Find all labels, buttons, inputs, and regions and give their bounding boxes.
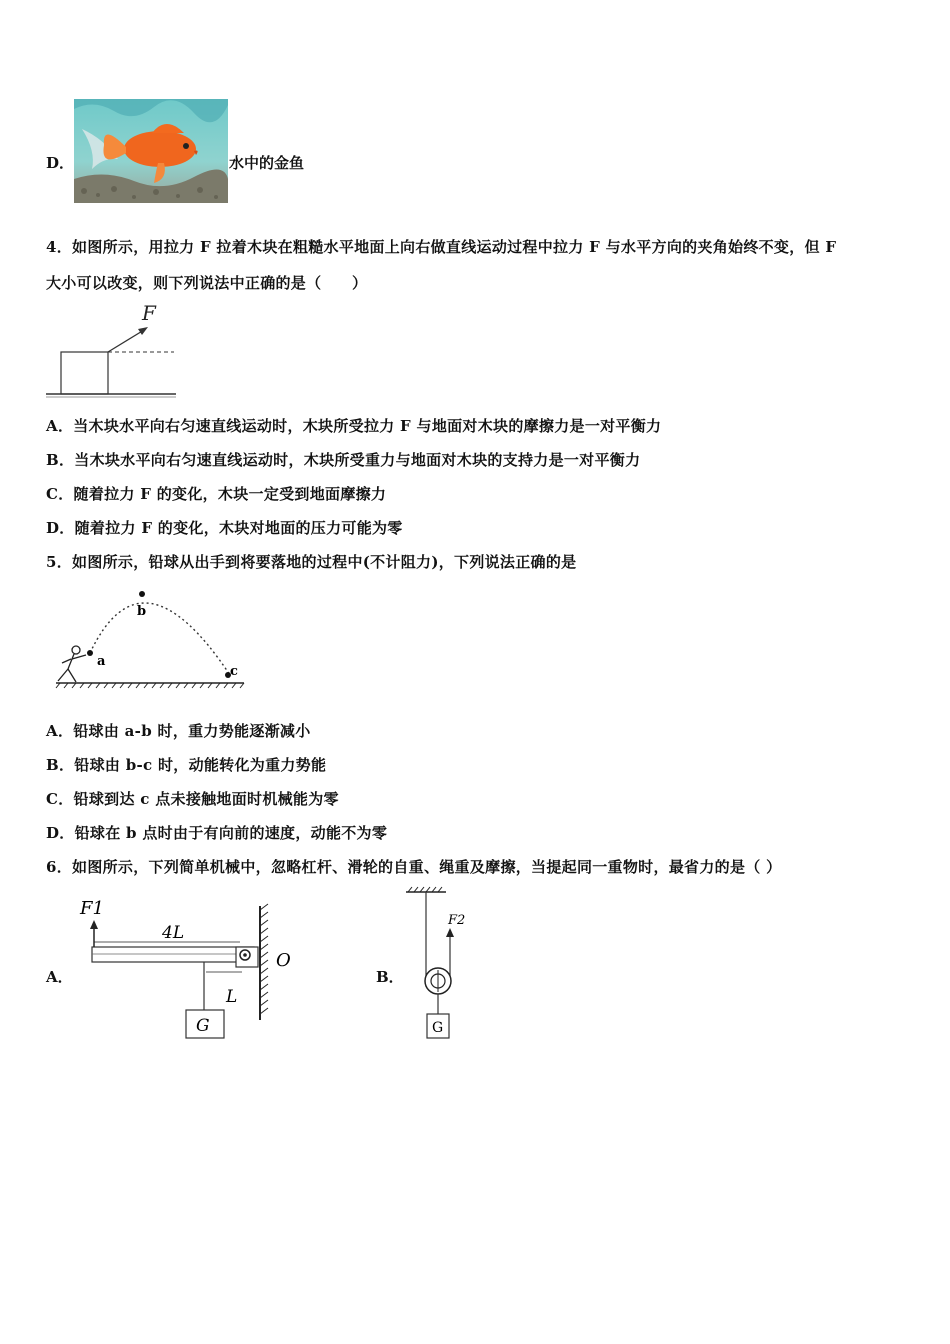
short-arm-label: L (226, 987, 238, 1007)
force-label: F (142, 301, 156, 325)
q5-stem: 5．如图所示，铅球从出手到将要落地的过程中(不计阻力)，下列说法正确的是 (46, 553, 577, 571)
f1-label: F1 (80, 898, 104, 919)
q5-figure (52, 583, 252, 693)
q3-option-d-label: D． (46, 154, 75, 172)
wood-block (61, 352, 108, 394)
weight-label-a: G (196, 1016, 210, 1036)
weight-label-b: G (432, 1020, 444, 1036)
q6-pulley-figure (400, 884, 480, 1044)
q6-option-a-label: A． (46, 968, 73, 986)
q4-option-b: B．当木块水平向右匀速直线运动时，木块所受重力与地面对木块的支持力是一对平衡力 (46, 451, 641, 469)
pivot-label: O (276, 950, 291, 971)
q3-option-d-text: 水中的金鱼 (229, 154, 305, 172)
f2-label: F2 (448, 913, 466, 928)
label-c: c (230, 664, 238, 679)
label-b: b (137, 604, 147, 619)
q6-option-b-label: B． (376, 968, 404, 986)
q5-option-c: C．铅球到达 c 点未接触地面时机械能为零 (46, 790, 339, 808)
point-b (139, 591, 145, 597)
q6-stem: 6．如图所示，下列简单机械中，忽略杠杆、滑轮的自重、绳重及摩擦，当提起同一重物时，最省力的是（ ） (46, 858, 782, 876)
force-arrow (108, 330, 144, 352)
long-arm-label: 4L (162, 923, 185, 943)
point-a (87, 650, 93, 656)
trajectory-path (90, 603, 230, 675)
q6-lever-figure (76, 892, 306, 1042)
q4-figure (44, 300, 179, 400)
q5-option-b: B．铅球由 b-c 时，动能转化为重力势能 (46, 756, 327, 774)
label-a: a (97, 654, 106, 669)
q5-option-a: A．铅球由 a-b 时，重力势能逐渐减小 (46, 722, 311, 740)
lever-bar (92, 947, 254, 962)
q4-option-d: D．随着拉力 F 的变化，木块对地面的压力可能为零 (46, 519, 403, 537)
q4-stem-line1: 4．如图所示，用拉力 F 拉着木块在粗糙水平地面上向右做直线运动过程中拉力 F 与水平方向的夹角始终不变，但 F (46, 238, 837, 256)
goldfish-photo (74, 99, 228, 203)
goldfish-image (74, 99, 228, 203)
q4-stem-line2: 大小可以改变，则下列说法中正确的是（ ） (46, 274, 368, 292)
q4-option-a: A．当木块水平向右匀速直线运动时，木块所受拉力 F 与地面对木块的摩擦力是一对平衡力 (46, 417, 662, 435)
thrower-figure (58, 646, 86, 682)
q5-option-d: D．铅球在 b 点时由于有向前的速度，动能不为零 (46, 824, 388, 842)
q4-option-c: C．随着拉力 F 的变化，木块一定受到地面摩擦力 (46, 485, 387, 503)
